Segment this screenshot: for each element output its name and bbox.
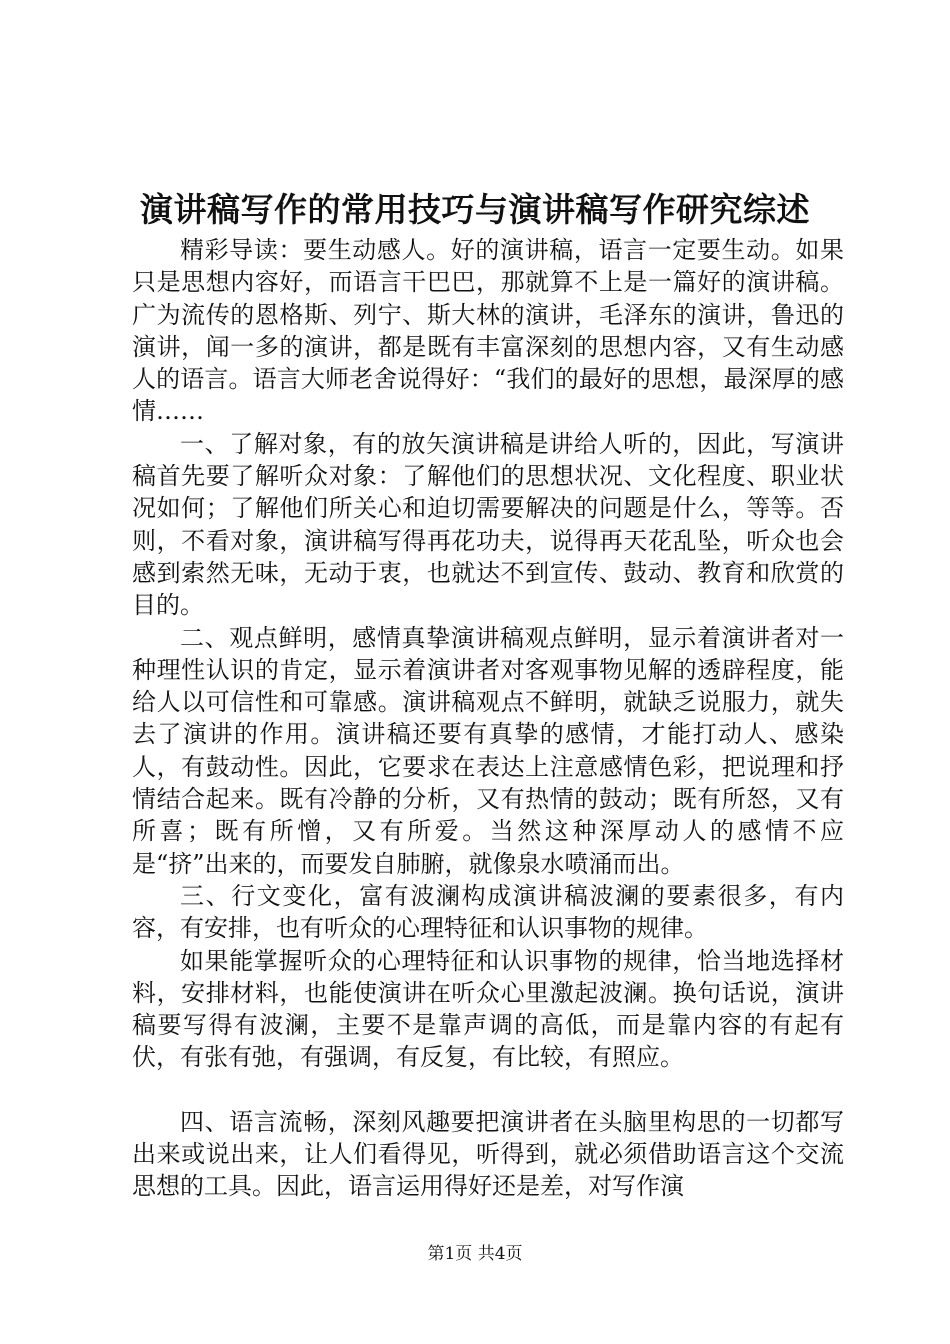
paragraph-intro: 精彩导读：要生动感人。好的演讲稿，语言一定要生动。如果只是思想内容好，而语言干巴巴，那就算不上是一篇好的演讲稿。广为流传的恩格斯、列宁、斯大林的演讲，毛泽东的演讲，鲁迅的演讲，闻一多的演讲，都是既有丰富深刻的思想内容，又有生动感人的语言。语言大师老舍说得好：“我们的最好的思想，最深厚的感情……	[132, 236, 844, 426]
paragraph-section-1: 一、了解对象，有的放矢演讲稿是讲给人听的，因此，写演讲稿首先要了解听众对象：了解他们的思想状况、文化程度、职业状况如何；了解他们所关心和迫切需要解决的问题是什么，等等。否则，不看对象，演讲稿写得再花功夫，说得再天花乱坠，听众也会感到索然无味，无动于衷，也就达不到宣传、鼓动、教育和欣赏的目的。	[132, 429, 844, 620]
paragraph-section-3: 三、行文变化，富有波澜构成演讲稿波澜的要素很多，有内容，有安排，也有听众的心理特征和认识事物的规律。	[132, 881, 844, 943]
paragraph-section-4: 四、语言流畅，深刻风趣要把演讲者在头脑里构思的一切都写出来或说出来，让人们看得见，听得到，就必须借助语言这个交流思想的工具。因此，语言运用得好还是差，对写作演	[132, 1107, 844, 1201]
document-title: 演讲稿写作的常用技巧与演讲稿写作研究综述	[140, 190, 810, 229]
paragraph-section-3-continued: 如果能掌握听众的心理特征和认识事物的规律，恰当地选择材料，安排材料，也能使演讲在听众心里激起波澜。换句话说，演讲稿要写得有波澜，主要不是靠声调的高低，而是靠内容的有起有伏，有张有弛，有强调，有反复，有比较，有照应。	[132, 946, 844, 1072]
page-footer: 第1页 共4页	[427, 1244, 523, 1264]
paragraph-section-2: 二、观点鲜明，感情真挚演讲稿观点鲜明，显示着演讲者对一种理性认识的肯定，显示着演讲者对客观事物见解的透辟程度，能给人以可信性和可靠感。演讲稿观点不鲜明，就缺乏说服力，就失去了演讲的作用。演讲稿还要有真挚的感情，才能打动人、感染人，有鼓动性。因此，它要求在表达上注意感情色彩，把说理和抒情结合起来。既有冷静的分析，又有热情的鼓动；既有所怒，又有所喜；既有所憎，又有所爱。当然这种深厚动人的感情不应是“挤”出来的，而要发自肺腑，就像泉水喷涌而出。	[132, 623, 844, 878]
document-body	[132, 234, 844, 1203]
